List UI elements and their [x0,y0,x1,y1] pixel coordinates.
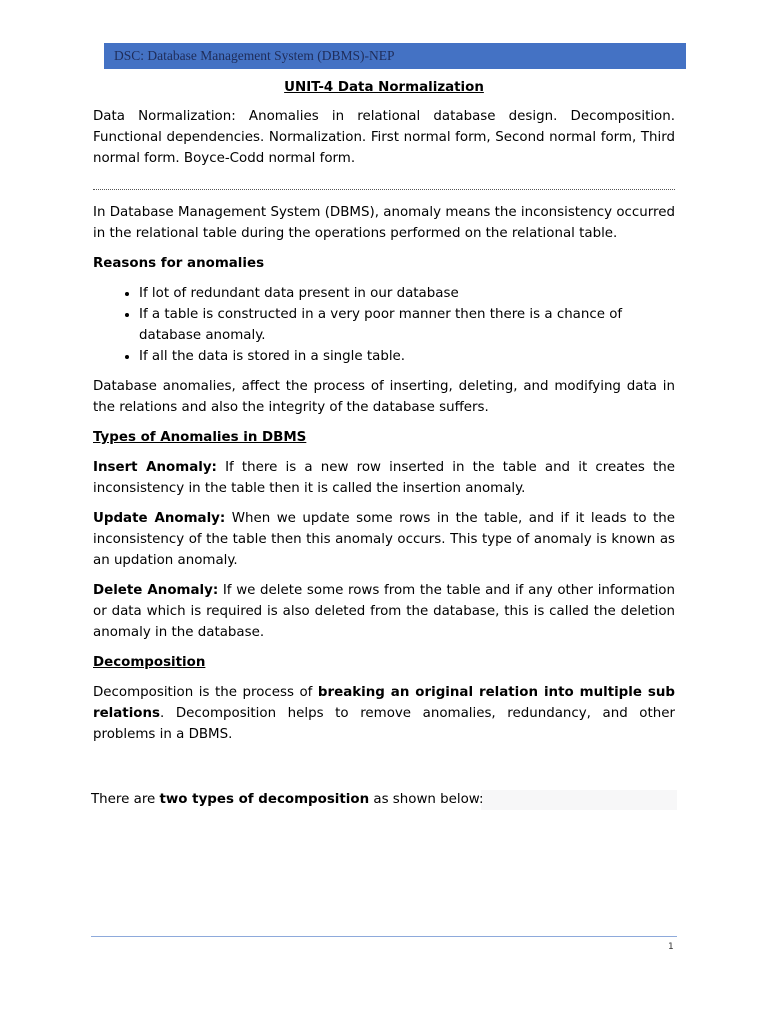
decomposition-text-after: . Decomposition helps to remove anomalies, redundancy, and other problems in a DBMS. [93,706,675,742]
page-content [93,78,675,754]
syllabus-paragraph: Data Normalization: Anomalies in relational database design. Decomposition. Functional dependencies. Normalization. First normal form, Second normal form, Third normal form. Boyce-Codd normal form. [93,109,675,166]
decomposition-paragraph [93,682,675,745]
unit-title: UNIT-4 Data Normalization [284,80,484,95]
two-types-line [91,790,677,810]
decomposition-heading: Decomposition [93,655,206,670]
update-anomaly-text: When we update some rows in the table, and if it leads to the inconsistency of the table then this anomaly occurs. This type of anomaly is known as an updation anomaly. [93,511,676,568]
list-item: • If a table is constructed in a very poor manner then there is a chance of database anomaly. [139,304,675,346]
update-anomaly-paragraph [93,508,675,571]
types-heading: Types of Anomalies in DBMS [93,430,307,445]
two-types-after: as shown below: [369,792,484,807]
delete-anomaly-text: If we delete some rows from the table and if any other information or data which is required is also deleted from the database, this is called the deletion anomaly in the database. [93,583,675,640]
list-item: • If lot of redundant data present in our database [139,283,675,304]
two-types-bold: two types of decomposition [159,792,370,807]
course-title: DSC: Database Management System (DBMS)-NEP [114,48,395,63]
insert-anomaly-paragraph [93,457,675,499]
anomaly-definition: In Database Management System (DBMS), anomaly means the inconsistency occurred in the relational table during the operations performed on the relational table. [93,205,675,241]
reasons-list [93,283,675,367]
header-bar [104,43,686,69]
delete-anomaly-paragraph [93,580,675,643]
dotted-divider [93,189,675,190]
effects-paragraph: Database anomalies, affect the process of inserting, deleting, and modifying data in the relations and also the integrity of the database suffers. [93,379,675,415]
footer-divider [91,936,677,937]
reasons-heading: Reasons for anomalies [93,256,265,271]
page-number: 1 [668,942,674,952]
two-types-before: There are [91,792,160,807]
insert-anomaly-text: If there is a new row inserted in the table and it creates the inconsistency in the table then it is called the insertion anomaly. [93,460,676,496]
decomposition-text-before: Decomposition is the process of [93,685,318,700]
insert-anomaly-term: Insert Anomaly: [93,460,217,475]
decomposition-text-bold: breaking an original relation into multiple sub relations [93,685,675,721]
update-anomaly-term: Update Anomaly: [93,511,226,526]
delete-anomaly-term: Delete Anomaly: [93,583,219,598]
list-item: • If all the data is stored in a single table. [139,346,675,367]
